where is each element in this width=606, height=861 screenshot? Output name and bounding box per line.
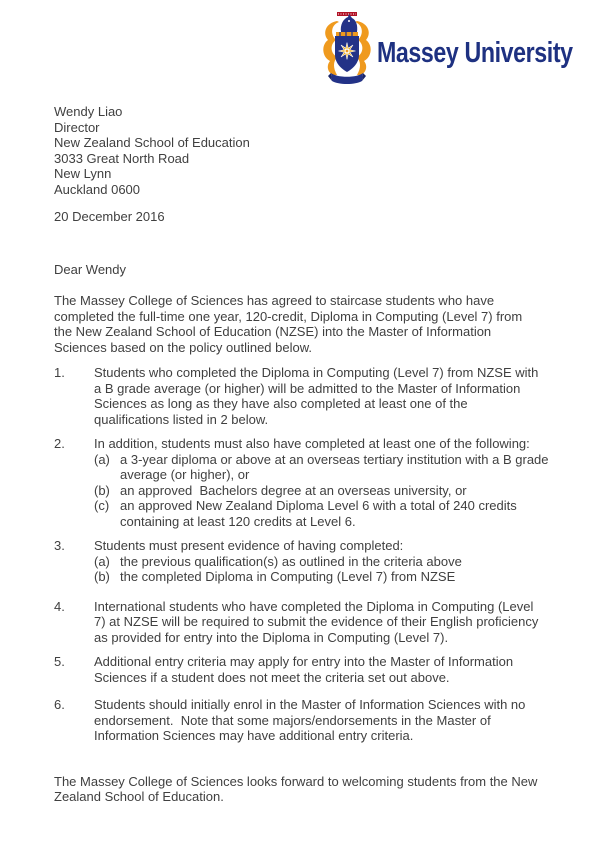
sub-item-label: (b) <box>94 482 110 498</box>
text-line: a B grade average (or higher) will be admitted to the Master of Information <box>94 380 521 396</box>
sub-item-c <box>94 498 576 529</box>
text-line: Sciences based on the policy outlined below. <box>54 339 313 355</box>
policy-item-6 <box>54 697 576 744</box>
sub-item-b <box>94 483 576 499</box>
item-number: 1. <box>54 365 65 380</box>
text-line: an approved New Zealand Diploma Level 6 with a total of 240 credits <box>120 498 517 513</box>
text-line: Students must present evidence of having completed: <box>94 538 404 553</box>
sub-item-label: (c) <box>94 498 110 513</box>
item-number: 2. <box>54 436 65 451</box>
item-text <box>94 599 576 646</box>
policy-item-2 <box>54 436 576 529</box>
text-line: as provided for entry into the Diploma in Computing (Level 7). <box>94 629 449 645</box>
item-text <box>94 436 576 452</box>
intro-paragraph <box>54 293 576 355</box>
text-line: completed the full-time one year, 120-credit, Diploma in Computing (Level 7) from <box>54 308 523 324</box>
text-line: The Massey College of Sciences looks forward to welcoming students from the New <box>54 773 538 789</box>
text-line: Director <box>54 119 100 135</box>
closing-paragraph <box>54 774 576 805</box>
text-line: containing at least 120 credits at Level 6. <box>120 513 356 529</box>
item-text <box>94 654 576 685</box>
massey-wordmark-text: Massey University <box>377 37 573 69</box>
text-line: the previous qualification(s) as outlined in the criteria above <box>120 553 462 569</box>
text-line: a 3-year diploma or above at an overseas tertiary institution with a B grade <box>120 451 549 467</box>
recipient-address <box>54 104 576 197</box>
text-line: In addition, students must also have completed at least one of the following: <box>94 436 530 451</box>
sub-item-text <box>120 452 576 483</box>
text-line: the completed Diploma in Computing (Level 7) from NZSE <box>120 569 456 584</box>
item-number: 4. <box>54 598 65 614</box>
item-text <box>94 697 576 744</box>
policy-item-3 <box>54 538 576 585</box>
text-line: Sciences as long as they have also completed at least one of the <box>94 396 468 411</box>
text-line: endorsement. Note that some majors/endorsements in the Master of <box>94 712 491 728</box>
text-line: Information Sciences may have additional entry criteria. <box>94 728 414 743</box>
sub-item-a <box>94 554 576 570</box>
text-line: Students should initially enrol in the Master of Information Sciences with no <box>94 697 526 712</box>
text-line: Additional entry criteria may apply for entry into the Master of Information <box>94 654 514 669</box>
text-line: The Massey College of Sciences has agreed to staircase students who have <box>54 293 495 308</box>
sub-item-text <box>120 554 576 570</box>
letter-date: 20 December 2016 <box>54 209 165 224</box>
salutation: Dear Wendy <box>54 261 127 277</box>
text-line: Sciences if a student does not meet the criteria set out above. <box>94 669 450 685</box>
massey-crest-icon <box>318 10 376 90</box>
text-line: 7) at NZSE will be required to submit the evidence of their English proficiency <box>94 614 539 629</box>
sub-item-text <box>120 569 576 585</box>
text-line: International students who have completed the Diploma in Computing (Level <box>94 598 534 614</box>
sub-item-a <box>94 452 576 483</box>
policy-list <box>54 365 576 744</box>
text-line: New Zealand School of Education <box>54 135 250 150</box>
sub-item-label: (b) <box>94 569 110 584</box>
sub-item-b <box>94 569 576 585</box>
item-text <box>94 538 576 554</box>
text-line: the New Zealand School of Education (NZSE) into the Master of Information <box>54 324 492 339</box>
text-line: Students who completed the Diploma in Computing (Level 7) from NZSE with <box>94 365 539 380</box>
text-line: qualifications listed in 2 below. <box>94 411 269 427</box>
text-line: average (or higher), or <box>120 467 250 482</box>
text-line: Zealand School of Education. <box>54 789 224 804</box>
policy-item-1 <box>54 365 576 427</box>
letter-body <box>54 104 576 805</box>
text-line: an approved Bachelors degree at an overseas university, or <box>120 482 467 498</box>
policy-item-4 <box>54 599 576 646</box>
sub-item-label: (a) <box>94 451 110 467</box>
text-line: Wendy Liao <box>54 104 123 119</box>
sub-item-label: (a) <box>94 553 110 569</box>
item-number: 6. <box>54 697 65 712</box>
item-number: 3. <box>54 538 65 553</box>
policy-item-5 <box>54 654 576 685</box>
sub-item-text <box>120 483 576 499</box>
item-number: 5. <box>54 654 65 669</box>
text-line: New Lynn <box>54 166 112 181</box>
item-body <box>94 436 576 529</box>
text-line: Auckland 0600 <box>54 181 141 197</box>
sub-item-text <box>120 498 576 529</box>
item-text <box>94 365 576 427</box>
text-line: 3033 Great North Road <box>54 150 190 166</box>
item-body <box>94 538 576 585</box>
